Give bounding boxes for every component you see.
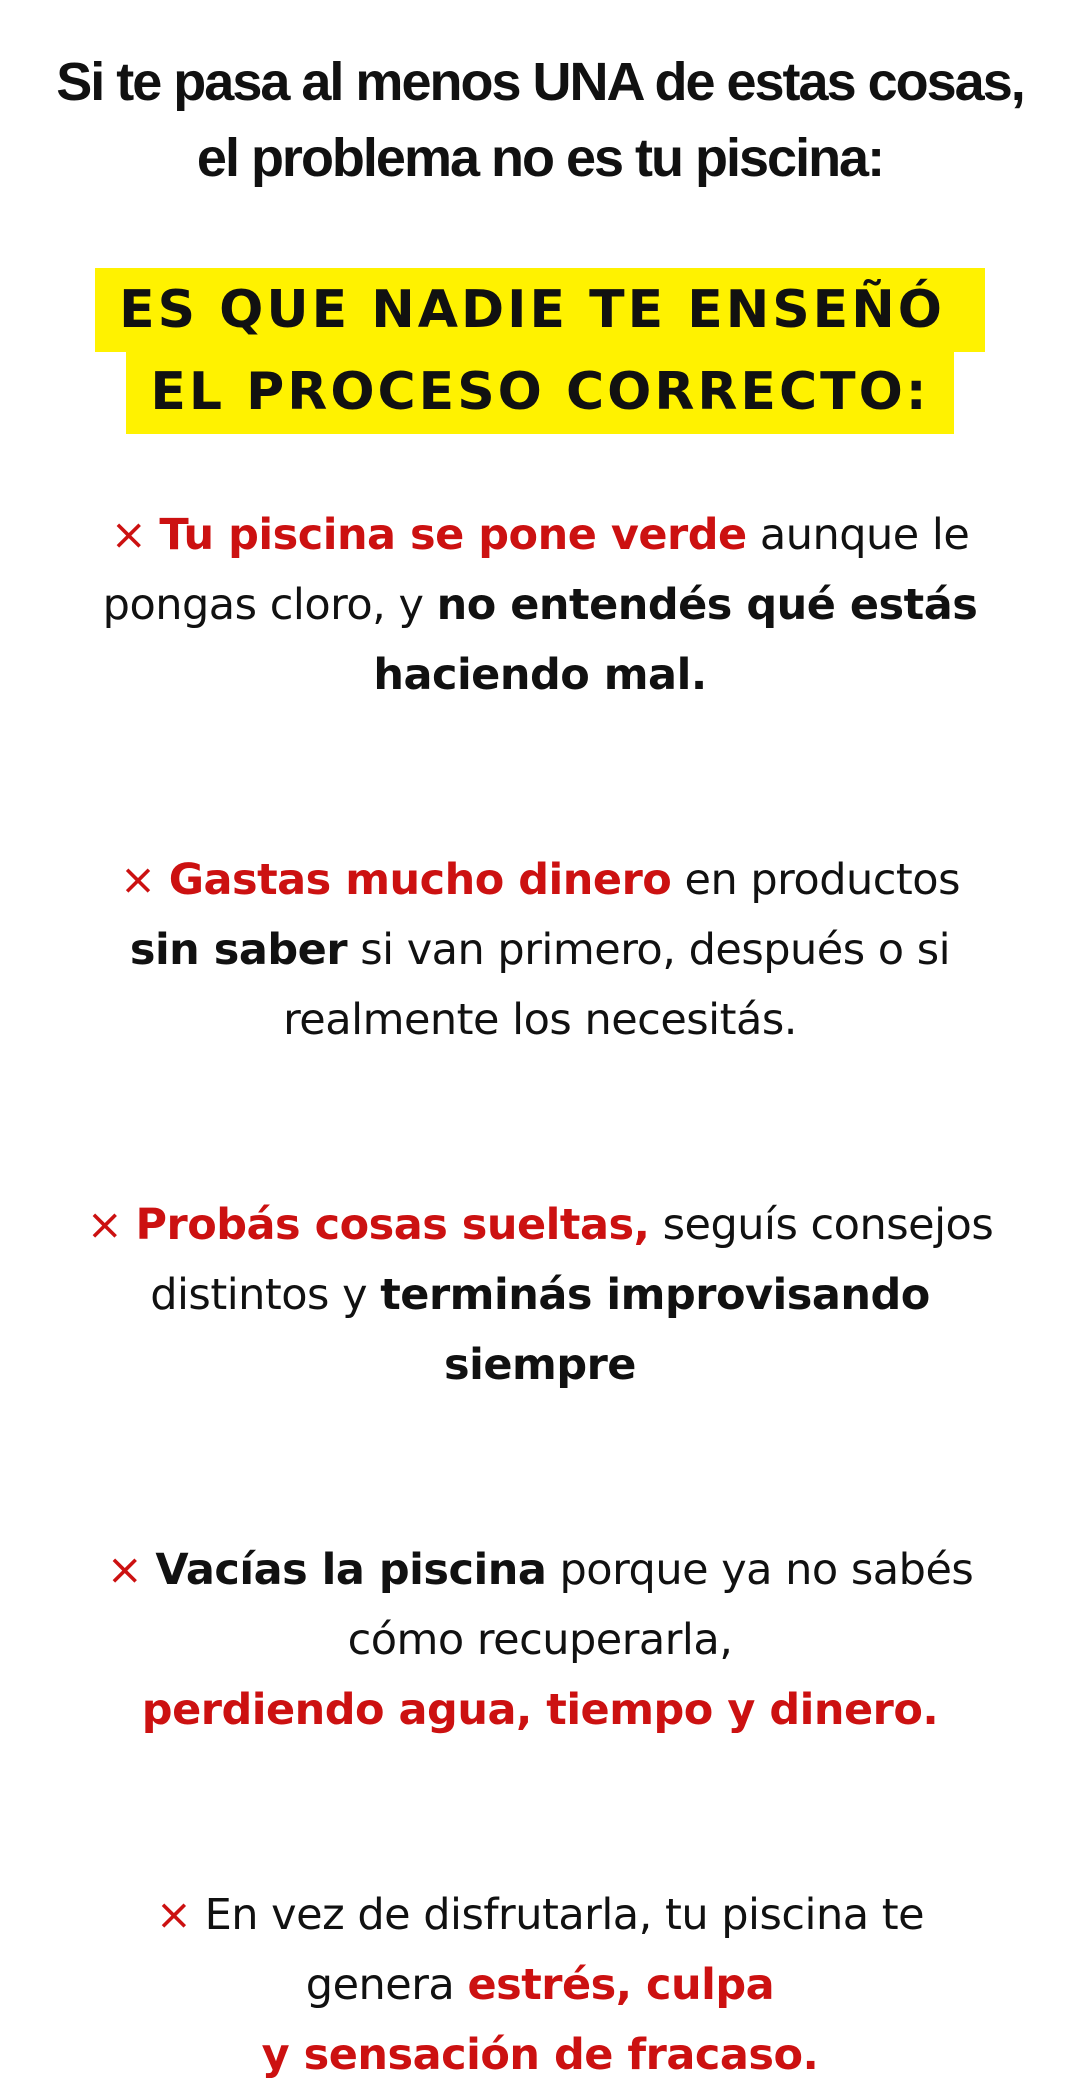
item-4-text: porque ya no sabés cómo recuperarla, [347,1545,974,1665]
item-5-text: En vez de disfrutarla, tu piscina te genera [204,1890,925,2010]
item-5-highlight-a: estrés, culpa [467,1960,775,2010]
problem-list [0,500,1080,2090]
item-1-highlight: Tu piscina se pone verde [159,510,747,560]
item-2-text-b: si van primero, después o si realmente los necesitás. [283,925,951,1045]
highlight-banner [0,268,1080,432]
problem-item-5 [80,1880,1000,2090]
item-2-bold: sin saber [129,925,348,975]
item-4-highlight: perdiendo agua, tiempo y dinero. [141,1685,939,1735]
item-2-text-a: en productos [671,855,960,905]
item-3-bold: terminás improvisando siempre [380,1270,930,1390]
item-3-highlight: Probás cosas sueltas, [135,1200,650,1250]
item-1-text: aunque le pongas cloro, y [102,510,970,630]
cross-icon: × [155,1890,192,1940]
headline [0,44,1080,196]
banner-line-1: ES QUE NADIE TE ENSEÑÓ [95,268,985,352]
problem-item-3 [80,1190,1000,1400]
cross-icon: × [120,855,156,905]
item-4-bold: Vacías la piscina [155,1545,547,1595]
problem-item-2 [80,845,1000,1055]
problem-item-4 [80,1535,1000,1745]
banner-line-2: EL PROCESO CORRECTO: [126,350,953,434]
item-2-highlight: Gastas mucho dinero [168,855,672,905]
item-5-highlight-b: y sensación de fracaso. [261,2030,819,2080]
item-3-text: seguís consejos distintos y [150,1200,994,1320]
cross-icon: × [86,1200,123,1250]
headline-line-1: Si te pasa al menos UNA de estas cosas, [56,52,1024,112]
headline-line-2: el problema no es tu piscina: [196,128,884,188]
item-1-bold: no entendés qué estás haciendo mal. [373,580,978,700]
cross-icon: × [106,1545,143,1595]
cross-icon: × [110,510,147,560]
problem-item-1 [80,500,1000,710]
